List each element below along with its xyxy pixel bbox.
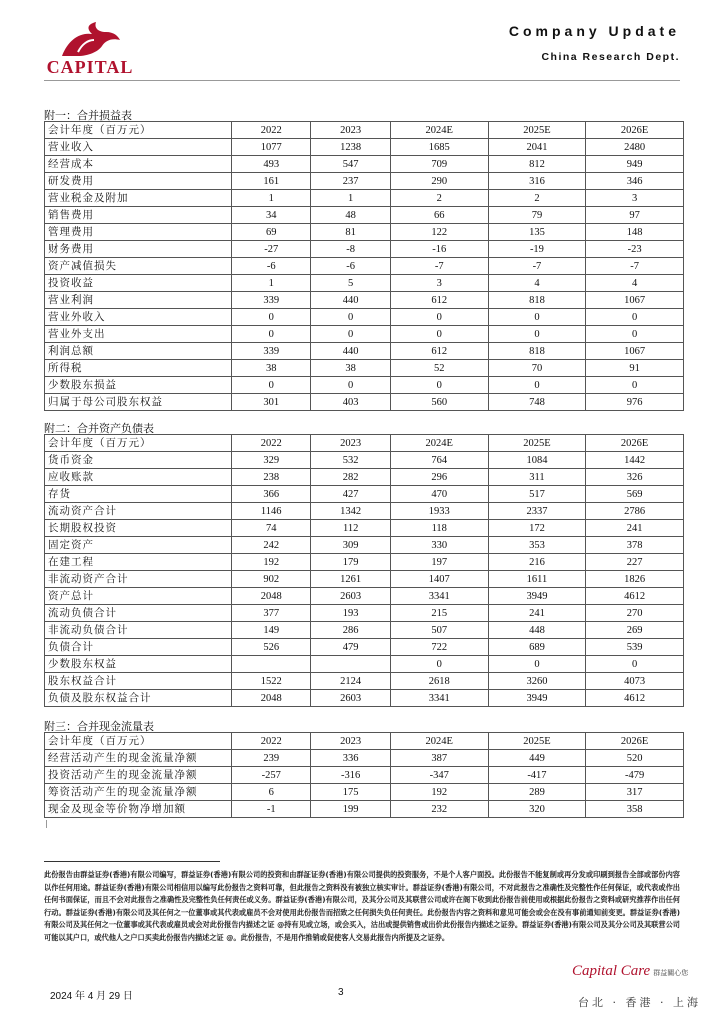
row-label-cell: 负债合计 <box>45 639 232 656</box>
table-row <box>45 309 684 326</box>
row-label-cell: 投资收益 <box>45 275 232 292</box>
value-cell: 3949 <box>488 588 586 605</box>
table-row <box>45 139 684 156</box>
value-cell: 2618 <box>390 673 488 690</box>
value-cell: 427 <box>311 486 390 503</box>
value-cell: 192 <box>390 784 488 801</box>
table-row <box>45 571 684 588</box>
value-cell: 232 <box>390 801 488 818</box>
value-cell: -7 <box>488 258 586 275</box>
value-cell: 470 <box>390 486 488 503</box>
financial-table <box>44 732 684 818</box>
value-cell: 112 <box>311 520 390 537</box>
row-label-cell: 应收账款 <box>45 469 232 486</box>
value-cell: 81 <box>311 224 390 241</box>
value-cell: 1261 <box>311 571 390 588</box>
value-cell: 520 <box>586 750 684 767</box>
value-cell: 290 <box>390 173 488 190</box>
table-header-row <box>45 435 684 452</box>
value-cell: 330 <box>390 537 488 554</box>
value-cell: -16 <box>390 241 488 258</box>
value-cell: 479 <box>311 639 390 656</box>
table-row <box>45 656 684 673</box>
row-label-cell: 少数股东权益 <box>45 656 232 673</box>
value-cell: 378 <box>586 537 684 554</box>
value-cell: 539 <box>586 639 684 656</box>
header-label-cell: 会计年度（百万元） <box>45 122 232 139</box>
value-cell: 4612 <box>586 588 684 605</box>
value-cell: 326 <box>586 469 684 486</box>
value-cell: 269 <box>586 622 684 639</box>
value-cell: 3 <box>390 275 488 292</box>
row-label-cell: 非流动负债合计 <box>45 622 232 639</box>
value-cell: 493 <box>232 156 311 173</box>
value-cell: 612 <box>390 343 488 360</box>
value-cell: 2041 <box>488 139 586 156</box>
value-cell: 0 <box>586 309 684 326</box>
value-cell: -27 <box>232 241 311 258</box>
value-cell: -347 <box>390 767 488 784</box>
value-cell: 172 <box>488 520 586 537</box>
value-cell: 311 <box>488 469 586 486</box>
row-label-cell: 固定资产 <box>45 537 232 554</box>
value-cell: 2 <box>488 190 586 207</box>
table-row <box>45 258 684 275</box>
value-cell: 560 <box>390 394 488 411</box>
table-row <box>45 469 684 486</box>
table-row <box>45 537 684 554</box>
value-cell: 1077 <box>232 139 311 156</box>
page-number: 3 <box>338 987 344 998</box>
row-label-cell: 流动负债合计 <box>45 605 232 622</box>
value-cell: 0 <box>488 326 586 343</box>
value-cell: 3949 <box>488 690 586 707</box>
value-cell: 38 <box>311 360 390 377</box>
value-cell: 3260 <box>488 673 586 690</box>
value-cell: 122 <box>390 224 488 241</box>
value-cell: 547 <box>311 156 390 173</box>
row-label-cell: 研发费用 <box>45 173 232 190</box>
value-cell: 6 <box>232 784 311 801</box>
value-cell: 197 <box>390 554 488 571</box>
row-label-cell: 经营活动产生的现金流量净额 <box>45 750 232 767</box>
value-cell: 296 <box>390 469 488 486</box>
value-cell: 3341 <box>390 588 488 605</box>
value-cell: 227 <box>586 554 684 571</box>
value-cell: 1146 <box>232 503 311 520</box>
table-caption: 附一：合并损益表 <box>44 110 132 122</box>
value-cell: 0 <box>390 656 488 673</box>
value-cell: 1067 <box>586 343 684 360</box>
value-cell: 0 <box>390 326 488 343</box>
row-label-cell: 股东权益合计 <box>45 673 232 690</box>
value-cell: -1 <box>232 801 311 818</box>
row-label-cell: 所得税 <box>45 360 232 377</box>
table-row <box>45 673 684 690</box>
value-cell: 66 <box>390 207 488 224</box>
value-cell: 241 <box>586 520 684 537</box>
row-label-cell: 投资活动产生的现金流量净额 <box>45 767 232 784</box>
value-cell: 0 <box>232 377 311 394</box>
value-cell: 336 <box>311 750 390 767</box>
value-cell: -19 <box>488 241 586 258</box>
value-cell: -8 <box>311 241 390 258</box>
table-row <box>45 190 684 207</box>
table-row <box>45 520 684 537</box>
value-cell: 0 <box>311 309 390 326</box>
value-cell: 358 <box>586 801 684 818</box>
value-cell: 440 <box>311 292 390 309</box>
value-cell: 517 <box>488 486 586 503</box>
row-label-cell: 现金及现金等价物净增加额 <box>45 801 232 818</box>
table-caption: 附三：合并现金流量表 <box>44 721 154 733</box>
row-label-cell: 利润总额 <box>45 343 232 360</box>
value-cell: 242 <box>232 537 311 554</box>
capital-bird-icon <box>58 22 120 58</box>
value-cell: 1 <box>232 190 311 207</box>
value-cell: 2048 <box>232 588 311 605</box>
value-cell: 135 <box>488 224 586 241</box>
row-label-cell: 货币资金 <box>45 452 232 469</box>
value-cell: 689 <box>488 639 586 656</box>
value-cell: 289 <box>488 784 586 801</box>
value-cell: 0 <box>586 656 684 673</box>
margin-tick <box>46 820 47 828</box>
value-cell: 74 <box>232 520 311 537</box>
table-row <box>45 554 684 571</box>
table-row <box>45 156 684 173</box>
value-cell: 0 <box>232 326 311 343</box>
value-cell: 216 <box>488 554 586 571</box>
table-row <box>45 360 684 377</box>
brand-small-text: 群益關心您 <box>653 969 689 977</box>
value-cell: 387 <box>390 750 488 767</box>
value-cell: 215 <box>390 605 488 622</box>
value-cell: 0 <box>586 377 684 394</box>
value-cell: 377 <box>232 605 311 622</box>
value-cell: 0 <box>488 656 586 673</box>
table-row <box>45 394 684 411</box>
value-cell: 764 <box>390 452 488 469</box>
value-cell: 91 <box>586 360 684 377</box>
row-label-cell: 资产减值损失 <box>45 258 232 275</box>
value-cell: 1522 <box>232 673 311 690</box>
value-cell: 270 <box>586 605 684 622</box>
value-cell: 0 <box>311 326 390 343</box>
brand-text: Capital Care <box>572 963 651 979</box>
header-year-cell: 2026E <box>586 435 684 452</box>
table-row <box>45 486 684 503</box>
value-cell: 3 <box>586 190 684 207</box>
value-cell: 2786 <box>586 503 684 520</box>
value-cell <box>311 656 390 673</box>
value-cell: 709 <box>390 156 488 173</box>
table-row <box>45 784 684 801</box>
value-cell: -417 <box>488 767 586 784</box>
value-cell: -316 <box>311 767 390 784</box>
row-label-cell: 营业外支出 <box>45 326 232 343</box>
value-cell: 4612 <box>586 690 684 707</box>
table-row <box>45 292 684 309</box>
value-cell: 286 <box>311 622 390 639</box>
value-cell: 722 <box>390 639 488 656</box>
value-cell: 52 <box>390 360 488 377</box>
value-cell: 149 <box>232 622 311 639</box>
table-row <box>45 207 684 224</box>
value-cell: 70 <box>488 360 586 377</box>
row-label-cell: 存货 <box>45 486 232 503</box>
value-cell: 179 <box>311 554 390 571</box>
disclaimer-text: 此份报告由群益证券(香港)有限公司编写，群益证券(香港)有限公司的投资和由群証证券(香港)有限公司提供的投资服务，不是个人客户面投。此份报告不能复制或再分发或印刷到报告全部或部份内容以作任何用途。群益证券(香港)有限公司相信用以编写此份报告之资料可靠，但此报告之资料没有被独立核实审计。群益证券(香港)有限公司，不对此报告之准确性及完整性作任何保证，或代表或作出任何书面保证，而且不会对此报告之准确性及完整性负任何责任或义务。群益证券(香港)有限公司，及其分公司及其联营公司或许在阁下收到此份报告前使用或根据此份报告之资料或研究推荐作出任何行动。群益证券(香港)有限公司及其任何之一位董事或其代表或雇员不会对使用此份报告而招致之任何损失负任何责任。此份报告内容之资料和意见可能会或会在没有事前通知前变更。群益证券(香港)有限公司及其任何之一位董事或其代表或雇员或会对此份报告内描述之证 @持有见或立场，或会买入，沽出或提供销售或出价此份报告内描述之证券。群益证券(香港)有限公司及其分公司及其联营公司可能以其户口，或代他人之户口买卖此份报告内描述之证 @。此份报告，不是用作推销或促使客人交易此报告内所提及之证券。 <box>44 870 680 942</box>
value-cell: 1826 <box>586 571 684 588</box>
value-cell: 241 <box>488 605 586 622</box>
value-cell: 2337 <box>488 503 586 520</box>
financial-table <box>44 121 684 411</box>
value-cell: -479 <box>586 767 684 784</box>
row-label-cell: 经营成本 <box>45 156 232 173</box>
table-row <box>45 326 684 343</box>
value-cell: -23 <box>586 241 684 258</box>
header-year-cell: 2023 <box>311 733 390 750</box>
value-cell: 1238 <box>311 139 390 156</box>
row-label-cell: 营业外收入 <box>45 309 232 326</box>
value-cell: 329 <box>232 452 311 469</box>
header-year-cell: 2024E <box>390 122 488 139</box>
value-cell: 239 <box>232 750 311 767</box>
value-cell: 353 <box>488 537 586 554</box>
value-cell: 346 <box>586 173 684 190</box>
table-row <box>45 224 684 241</box>
value-cell: 175 <box>311 784 390 801</box>
value-cell: 0 <box>586 326 684 343</box>
value-cell: 237 <box>311 173 390 190</box>
value-cell: 507 <box>390 622 488 639</box>
table-row <box>45 452 684 469</box>
value-cell: 1442 <box>586 452 684 469</box>
value-cell: 2603 <box>311 588 390 605</box>
value-cell: 448 <box>488 622 586 639</box>
value-cell: 118 <box>390 520 488 537</box>
report-date: 2024 年 4 月 29 日 <box>50 991 133 1002</box>
financial-table <box>44 434 684 707</box>
row-label-cell: 流动资产合计 <box>45 503 232 520</box>
table-row <box>45 750 684 767</box>
value-cell: 0 <box>488 377 586 394</box>
value-cell: 612 <box>390 292 488 309</box>
header-year-cell: 2025E <box>488 122 586 139</box>
value-cell: 1685 <box>390 139 488 156</box>
header-year-cell: 2023 <box>311 122 390 139</box>
value-cell: 0 <box>232 309 311 326</box>
header-label-cell: 会计年度（百万元） <box>45 435 232 452</box>
value-cell: 339 <box>232 292 311 309</box>
value-cell: 532 <box>311 452 390 469</box>
table-row <box>45 503 684 520</box>
value-cell: 79 <box>488 207 586 224</box>
row-label-cell: 长期股权投资 <box>45 520 232 537</box>
header-year-cell: 2026E <box>586 122 684 139</box>
header-year-cell: 2024E <box>390 733 488 750</box>
value-cell: 238 <box>232 469 311 486</box>
value-cell: 949 <box>586 156 684 173</box>
row-label-cell: 筹资活动产生的现金流量净额 <box>45 784 232 801</box>
value-cell: 1933 <box>390 503 488 520</box>
value-cell: 48 <box>311 207 390 224</box>
value-cell: 0 <box>390 377 488 394</box>
header-year-cell: 2024E <box>390 435 488 452</box>
table-row <box>45 767 684 784</box>
value-cell: 1342 <box>311 503 390 520</box>
table-caption: 附二：合并资产负债表 <box>44 423 154 435</box>
value-cell: 976 <box>586 394 684 411</box>
value-cell: 1611 <box>488 571 586 588</box>
value-cell: -6 <box>311 258 390 275</box>
value-cell: 569 <box>586 486 684 503</box>
value-cell: 34 <box>232 207 311 224</box>
value-cell: 309 <box>311 537 390 554</box>
value-cell: 320 <box>488 801 586 818</box>
value-cell: 818 <box>488 292 586 309</box>
value-cell: 449 <box>488 750 586 767</box>
row-label-cell: 非流动资产合计 <box>45 571 232 588</box>
value-cell: 2480 <box>586 139 684 156</box>
value-cell: -7 <box>390 258 488 275</box>
value-cell: 0 <box>488 309 586 326</box>
value-cell: 192 <box>232 554 311 571</box>
value-cell: 526 <box>232 639 311 656</box>
value-cell: 5 <box>311 275 390 292</box>
value-cell: 0 <box>311 377 390 394</box>
table-row <box>45 622 684 639</box>
table-row <box>45 690 684 707</box>
table-row <box>45 241 684 258</box>
value-cell: 161 <box>232 173 311 190</box>
value-cell: -6 <box>232 258 311 275</box>
value-cell: 199 <box>311 801 390 818</box>
value-cell: 301 <box>232 394 311 411</box>
header-year-cell: 2023 <box>311 435 390 452</box>
office-cities: 台北 · 香港 · 上海 <box>578 996 701 1009</box>
row-label-cell: 营业利润 <box>45 292 232 309</box>
logo-text: CAPITAL <box>46 57 134 77</box>
header-year-cell: 2025E <box>488 435 586 452</box>
value-cell: 2 <box>390 190 488 207</box>
table-header-row <box>45 122 684 139</box>
value-cell: 812 <box>488 156 586 173</box>
row-label-cell: 少数股东损益 <box>45 377 232 394</box>
value-cell: 440 <box>311 343 390 360</box>
capital-care-logo <box>572 963 688 980</box>
table-row <box>45 377 684 394</box>
header-year-cell: 2022 <box>232 733 311 750</box>
row-label-cell: 资产总计 <box>45 588 232 605</box>
header-label-cell: 会计年度（百万元） <box>45 733 232 750</box>
row-label-cell: 负债及股东权益合计 <box>45 690 232 707</box>
value-cell: 403 <box>311 394 390 411</box>
value-cell: 1407 <box>390 571 488 588</box>
table-row <box>45 605 684 622</box>
value-cell: 4 <box>488 275 586 292</box>
table-row <box>45 588 684 605</box>
value-cell: 748 <box>488 394 586 411</box>
header-year-cell: 2025E <box>488 733 586 750</box>
value-cell: 0 <box>390 309 488 326</box>
row-label-cell: 管理费用 <box>45 224 232 241</box>
page-subtitle: China Research Dept. <box>541 51 680 63</box>
header-divider <box>44 80 680 81</box>
table-row <box>45 343 684 360</box>
row-label-cell: 营业税金及附加 <box>45 190 232 207</box>
value-cell: 2603 <box>311 690 390 707</box>
value-cell: 282 <box>311 469 390 486</box>
table-header-row <box>45 733 684 750</box>
value-cell: 1084 <box>488 452 586 469</box>
value-cell: 1067 <box>586 292 684 309</box>
value-cell: 148 <box>586 224 684 241</box>
footnote-divider <box>44 861 220 862</box>
value-cell: 97 <box>586 207 684 224</box>
value-cell: 316 <box>488 173 586 190</box>
value-cell: 902 <box>232 571 311 588</box>
value-cell: 818 <box>488 343 586 360</box>
header-year-cell: 2026E <box>586 733 684 750</box>
row-label-cell: 销售费用 <box>45 207 232 224</box>
value-cell: 38 <box>232 360 311 377</box>
value-cell: 2124 <box>311 673 390 690</box>
table-row <box>45 173 684 190</box>
row-label-cell: 营业收入 <box>45 139 232 156</box>
row-label-cell: 财务费用 <box>45 241 232 258</box>
value-cell: 1 <box>311 190 390 207</box>
table-row <box>45 275 684 292</box>
value-cell: 4073 <box>586 673 684 690</box>
value-cell <box>232 656 311 673</box>
value-cell: 317 <box>586 784 684 801</box>
row-label-cell: 在建工程 <box>45 554 232 571</box>
value-cell: -257 <box>232 767 311 784</box>
page-title: Company Update <box>508 23 680 39</box>
table-row <box>45 801 684 818</box>
value-cell: 1 <box>232 275 311 292</box>
header-year-cell: 2022 <box>232 435 311 452</box>
value-cell: 4 <box>586 275 684 292</box>
capital-logo <box>44 22 134 77</box>
value-cell: 69 <box>232 224 311 241</box>
value-cell: 2048 <box>232 690 311 707</box>
row-label-cell: 归属于母公司股东权益 <box>45 394 232 411</box>
value-cell: 193 <box>311 605 390 622</box>
value-cell: 339 <box>232 343 311 360</box>
value-cell: 366 <box>232 486 311 503</box>
header-year-cell: 2022 <box>232 122 311 139</box>
value-cell: 3341 <box>390 690 488 707</box>
value-cell: -7 <box>586 258 684 275</box>
table-row <box>45 639 684 656</box>
